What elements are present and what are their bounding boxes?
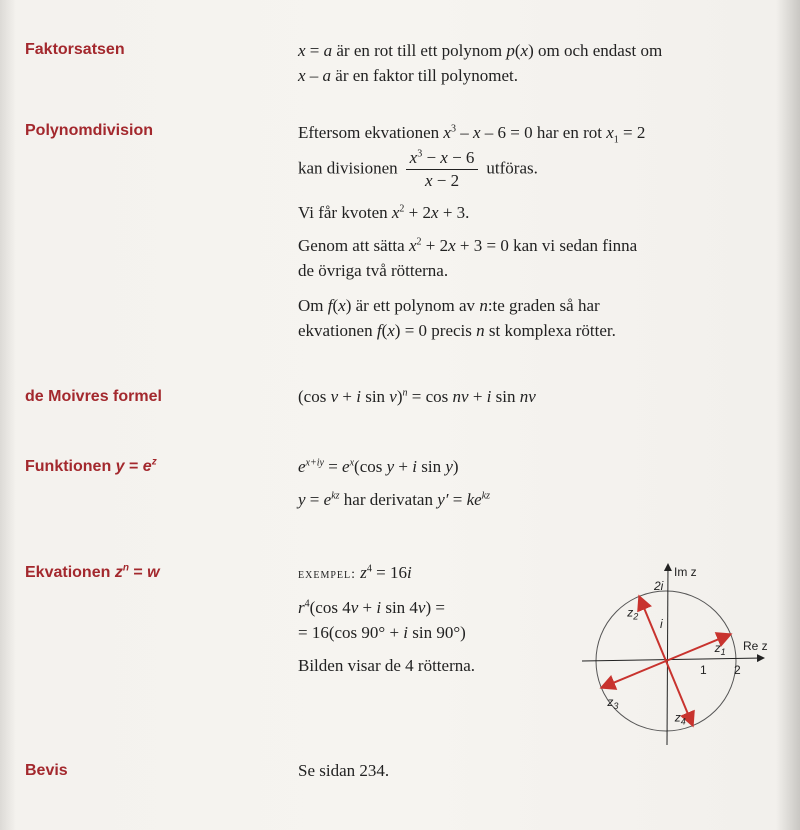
heading-de-moivre: de Moivres formel: [25, 388, 162, 405]
text-line: [298, 258, 645, 283]
math-variable: n: [476, 321, 485, 340]
im-label: Im z: [674, 565, 697, 579]
math-variable: x: [391, 203, 400, 222]
faktorsatsen-text: [298, 38, 662, 88]
math-variable: v: [417, 598, 426, 617]
superscript: z: [151, 456, 157, 468]
math-variable: r: [298, 598, 305, 617]
superscript: n: [402, 387, 408, 399]
text-segment: ): [396, 387, 403, 406]
numerator: [406, 147, 479, 170]
math-variable: x: [440, 148, 448, 167]
text-segment: ) är ett polynom av: [345, 296, 480, 315]
math-variable: y: [386, 457, 395, 476]
superscript: n: [122, 562, 129, 574]
superscript: kz: [481, 490, 491, 502]
example-label: exempel:: [298, 567, 356, 582]
text-line: [298, 487, 490, 512]
math-variable: x: [448, 236, 456, 255]
text-segment: sin: [417, 457, 446, 476]
text-segment: = 16(cos 90° +: [298, 623, 404, 642]
text-segment: Ekvationen: [25, 564, 115, 581]
text-segment: =: [448, 490, 467, 509]
heading-ekvationen: [25, 564, 160, 582]
math-variable: e: [298, 457, 306, 476]
division-line: [298, 147, 645, 192]
root-arrow-z3: [601, 661, 666, 688]
math-variable: x: [338, 296, 346, 315]
text-segment: sin: [491, 387, 520, 406]
text-segment: + 2: [404, 203, 432, 222]
text: kan divisionen: [298, 158, 398, 178]
text-line: [298, 293, 645, 318]
math-variable: x: [298, 66, 306, 85]
text-segment: +: [338, 387, 357, 406]
superscript: 4: [304, 598, 310, 610]
superscript: kz: [331, 490, 340, 502]
text-segment: (cos 4: [309, 598, 351, 617]
math-variable: p: [506, 41, 515, 60]
text-line: [298, 200, 645, 225]
math-variable: z: [360, 563, 367, 582]
text-segment: = 2: [618, 123, 646, 142]
math-variable: e: [342, 457, 350, 476]
math-variable: f: [327, 296, 333, 315]
math-variable: x: [606, 123, 614, 142]
fraction: [406, 147, 479, 192]
math-variable: x: [408, 236, 417, 255]
text-segment: +: [358, 598, 377, 617]
bevis-text: Se sidan 234.: [298, 761, 390, 780]
text-segment: ) =: [425, 598, 445, 617]
math-variable: x: [443, 123, 451, 142]
text-segment: –: [455, 123, 473, 142]
re-label: Re z: [743, 639, 768, 653]
text-segment: sin 90°): [408, 623, 466, 642]
text-segment: ) = 0 precis: [394, 321, 477, 340]
math-variable: i: [403, 623, 409, 642]
text-line: [298, 454, 490, 479]
math-variable: i: [412, 457, 417, 476]
superscript: x: [349, 457, 355, 469]
math-variable: x: [520, 41, 529, 60]
tick-1: 1: [700, 663, 707, 677]
text: [356, 563, 412, 582]
text-segment: − 6: [447, 148, 475, 167]
math-variable: z: [114, 564, 123, 581]
de-moivre-formula: [298, 384, 536, 409]
text-segment: =: [128, 564, 148, 581]
math-variable: v: [330, 387, 339, 406]
math-variable: nv: [519, 387, 536, 406]
subscript: 1: [613, 134, 619, 146]
root-label-z4: $z_4$: [674, 710, 686, 727]
math-variable: x: [409, 148, 418, 167]
math-variable: y: [298, 490, 306, 509]
text-segment: ): [452, 457, 459, 476]
text-segment: (: [514, 41, 521, 60]
text-line: [298, 595, 475, 620]
superscript: 2: [416, 236, 422, 248]
text-segment: (cos: [298, 387, 331, 406]
math-variable: a: [322, 66, 332, 85]
text-line: [298, 653, 475, 678]
text-segment: + 3.: [438, 203, 470, 222]
math-variable: v: [350, 598, 359, 617]
text-line: [298, 318, 645, 343]
text-segment: ) om och endast om: [528, 41, 663, 60]
root-label-z3: $z_3$: [607, 694, 619, 711]
text-segment: (cos: [354, 457, 387, 476]
ekvationen-text: [298, 560, 475, 678]
math-variable: i: [356, 387, 361, 406]
text-segment: +: [394, 457, 413, 476]
text-segment: − 2: [432, 171, 460, 190]
exponential-text: [298, 454, 490, 512]
heading-polynomdivision: Polynomdivision: [25, 122, 154, 139]
text-line: [298, 620, 475, 645]
superscript: x+iy: [305, 457, 324, 469]
text-segment: de övriga två rötterna.: [298, 261, 449, 280]
text-segment: är en faktor till polynomet.: [331, 66, 518, 85]
text-segment: st komplexa rötter.: [484, 321, 616, 340]
text-segment: (: [381, 321, 388, 340]
heading-faktorsatsen: Faktorsatsen: [25, 41, 125, 58]
tick-2i: 2i: [654, 579, 664, 593]
text: utföras.: [486, 158, 538, 178]
text-segment: Genom att sätta: [298, 236, 409, 255]
math-variable: i: [376, 598, 382, 617]
heading-bevis: Bevis: [25, 762, 68, 779]
math-variable: ke: [466, 490, 482, 509]
text-segment: Om: [298, 296, 328, 315]
math-variable: y′: [437, 490, 449, 509]
math-variable: i: [406, 563, 412, 582]
math-variable: n: [479, 296, 488, 315]
text-segment: =: [124, 458, 143, 475]
math-variable: a: [323, 41, 333, 60]
example-line: [298, 560, 475, 587]
math-variable: x: [298, 41, 306, 60]
text-segment: – 6 = 0 har en rot: [480, 123, 607, 142]
root-label-z1: $z_1$: [714, 641, 726, 658]
text-line: [298, 38, 662, 63]
text-segment: = 16: [371, 563, 407, 582]
text-segment: (: [332, 296, 339, 315]
polynomdivision-text: [298, 120, 645, 343]
superscript: 3: [450, 123, 456, 135]
text-segment: + 2: [421, 236, 449, 255]
text-line: [298, 120, 645, 145]
denominator: [406, 170, 479, 192]
text-segment: :te graden så har: [487, 296, 600, 315]
math-variable: f: [376, 321, 382, 340]
superscript: 3: [417, 148, 423, 160]
math-variable: e: [142, 458, 152, 475]
math-variable: x: [431, 203, 439, 222]
math-variable: y: [445, 457, 453, 476]
text-segment: Funktionen: [25, 458, 116, 475]
text-line: [298, 63, 662, 88]
math-variable: x: [387, 321, 395, 340]
text-segment: =: [323, 457, 343, 476]
text-segment: Bilden visar de 4 rötterna.: [298, 656, 476, 675]
text-line: [298, 233, 645, 258]
text-segment: +: [468, 387, 487, 406]
text-segment: + 3 = 0 kan vi sedan finna: [455, 236, 638, 255]
math-variable: e: [323, 490, 332, 509]
math-variable: w: [147, 564, 160, 581]
math-variable: y: [115, 458, 125, 475]
tick-i: i: [660, 617, 663, 631]
math-variable: x: [472, 123, 481, 142]
math-variable: i: [486, 387, 492, 406]
complex-plane-diagram: [570, 550, 790, 750]
superscript: 4: [366, 563, 372, 575]
text-segment: är en rot till ett polynom: [332, 41, 507, 60]
math-variable: x: [424, 171, 433, 190]
text-segment: sin: [360, 387, 390, 406]
text-segment: = cos: [407, 387, 453, 406]
text-segment: ekvationen: [298, 321, 377, 340]
math-variable: v: [389, 387, 397, 406]
text-segment: Eftersom ekvationen: [298, 123, 444, 142]
tick-2: 2: [734, 663, 741, 677]
math-variable: nv: [452, 387, 469, 406]
text-segment: –: [305, 66, 323, 85]
superscript: 2: [399, 203, 405, 215]
text-segment: Vi får kvoten: [298, 203, 392, 222]
text-segment: =: [305, 41, 324, 60]
text-segment: −: [422, 148, 441, 167]
text-segment: sin 4: [381, 598, 418, 617]
text-segment: =: [305, 490, 324, 509]
root-label-z2: $z_2$: [627, 605, 639, 622]
text-segment: har derivatan: [339, 490, 438, 509]
heading-exponential: [25, 458, 157, 476]
